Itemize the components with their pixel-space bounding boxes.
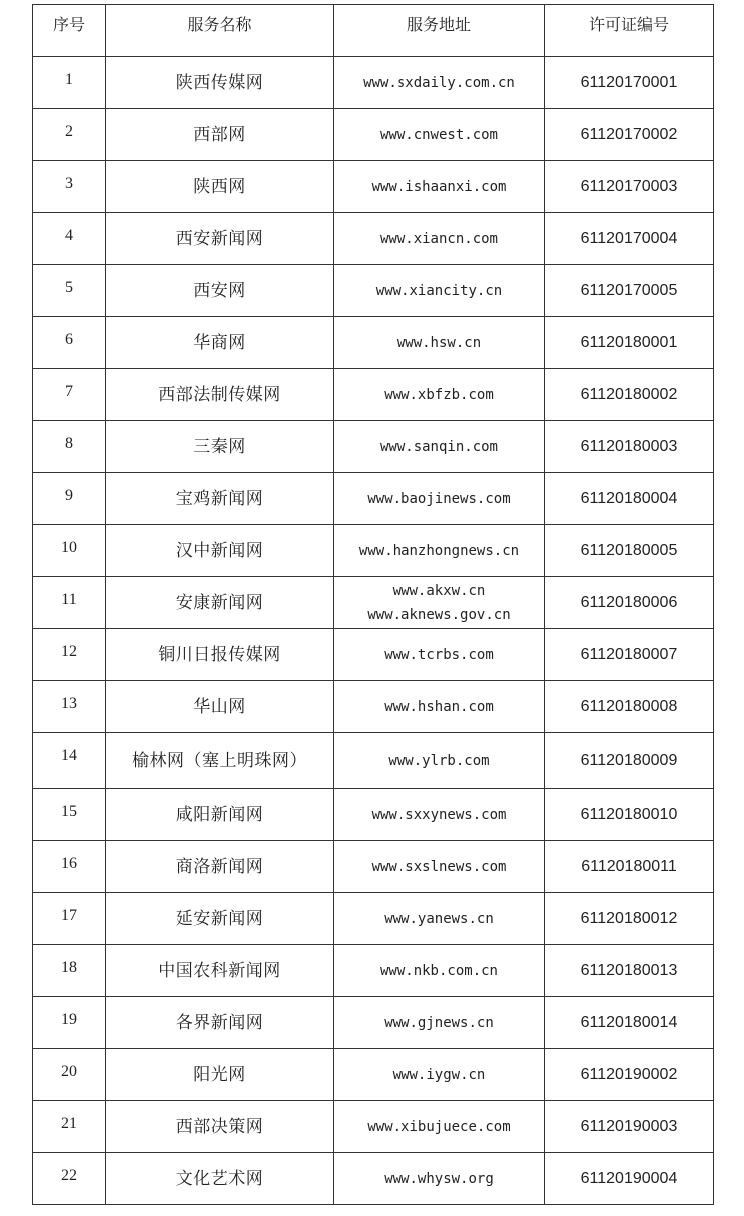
table-row [33,681,714,733]
table-row [33,945,714,997]
table-row [33,893,714,945]
service-url-text: www.xibujuece.com [367,1118,511,1135]
cell-service-url [334,789,545,841]
service-url-text: www.nkb.com.cn [379,962,498,979]
cell-service-url [334,265,545,317]
service-url-text: www.gjnews.cn [384,1014,494,1031]
table-row [33,421,714,473]
table-row [33,265,714,317]
service-url-text: www.sxxynews.com [371,806,507,823]
cell-seq: 18 [33,945,106,997]
cell-seq: 16 [33,841,106,893]
cell-service-url [334,317,545,369]
cell-service-url [334,733,545,789]
service-url-text: www.hshan.com [384,698,494,715]
cell-service-url [334,1101,545,1153]
cell-license-number: 61120180010 [545,789,714,841]
table-row [33,57,714,109]
table-row [33,841,714,893]
table-row [33,369,714,421]
table-header [33,5,714,57]
cell-seq: 8 [33,421,106,473]
cell-service-name: 榆林网（塞上明珠网） [106,733,334,789]
cell-service-name: 西安新闻网 [106,213,334,265]
cell-service-name: 西部决策网 [106,1101,334,1153]
service-url-text: www.xiancity.cn [375,282,503,299]
cell-service-name: 西部网 [106,109,334,161]
table-row [33,317,714,369]
cell-service-name: 延安新闻网 [106,893,334,945]
header-license-number: 许可证编号 [545,5,714,57]
service-url-text: www.tcrbs.com [384,646,494,663]
cell-license-number: 61120180014 [545,997,714,1049]
cell-license-number: 61120170003 [545,161,714,213]
cell-license-number: 61120170005 [545,265,714,317]
cell-service-name: 各界新闻网 [106,997,334,1049]
header-seq: 序号 [33,5,106,57]
table-row [33,109,714,161]
cell-service-name: 陕西传媒网 [106,57,334,109]
cell-service-name: 咸阳新闻网 [106,789,334,841]
license-registry-table [32,4,714,1205]
cell-seq: 10 [33,525,106,577]
service-url-text: www.baojinews.com [367,490,511,507]
table-row [33,473,714,525]
cell-license-number: 61120180009 [545,733,714,789]
cell-license-number: 61120180006 [545,577,714,629]
cell-service-url [334,1049,545,1101]
cell-license-number: 61120180008 [545,681,714,733]
service-url-text: www.ylrb.com [388,752,490,769]
cell-seq: 6 [33,317,106,369]
cell-service-name: 文化艺术网 [106,1153,334,1205]
service-url-text: www.sanqin.com [379,438,498,455]
cell-service-name: 西部法制传媒网 [106,369,334,421]
cell-service-name: 西安网 [106,265,334,317]
cell-service-url [334,945,545,997]
cell-seq: 15 [33,789,106,841]
cell-seq: 17 [33,893,106,945]
cell-license-number: 61120170004 [545,213,714,265]
cell-license-number: 61120180011 [545,841,714,893]
cell-service-url [334,421,545,473]
table-row [33,789,714,841]
cell-service-url [334,681,545,733]
cell-service-url [334,841,545,893]
cell-service-name: 三秦网 [106,421,334,473]
cell-service-name: 华商网 [106,317,334,369]
service-url-text: www.whysw.org [384,1170,494,1187]
service-url-text: www.cnwest.com [379,126,498,143]
table-row [33,1049,714,1101]
cell-service-url [334,577,545,629]
cell-service-name: 商洛新闻网 [106,841,334,893]
table-row [33,161,714,213]
service-url-text: www.aknews.gov.cn [367,606,511,623]
cell-seq: 7 [33,369,106,421]
cell-seq: 12 [33,629,106,681]
cell-service-url [334,893,545,945]
cell-license-number: 61120180012 [545,893,714,945]
cell-seq: 4 [33,213,106,265]
cell-service-url [334,473,545,525]
cell-license-number: 61120170002 [545,109,714,161]
cell-service-name: 铜川日报传媒网 [106,629,334,681]
cell-seq: 20 [33,1049,106,1101]
cell-license-number: 61120180003 [545,421,714,473]
cell-seq: 13 [33,681,106,733]
service-url-text: www.xbfzb.com [384,386,494,403]
cell-seq: 3 [33,161,106,213]
table-row [33,1101,714,1153]
cell-service-url [334,997,545,1049]
service-url-text: www.ishaanxi.com [371,178,507,195]
cell-seq: 11 [33,577,106,629]
service-url-text: www.iygw.cn [392,1066,486,1083]
cell-service-url [334,213,545,265]
cell-seq: 9 [33,473,106,525]
cell-seq: 2 [33,109,106,161]
cell-seq: 21 [33,1101,106,1153]
header-row [33,5,714,57]
cell-license-number: 61120180004 [545,473,714,525]
table-row [33,213,714,265]
cell-license-number: 61120190004 [545,1153,714,1205]
table-row [33,577,714,629]
service-url-text: www.sxslnews.com [371,858,507,875]
cell-seq: 19 [33,997,106,1049]
cell-service-name: 中国农科新闻网 [106,945,334,997]
cell-seq: 5 [33,265,106,317]
cell-service-url [334,1153,545,1205]
cell-service-url [334,57,545,109]
cell-service-name: 陕西网 [106,161,334,213]
service-url-text: www.sxdaily.com.cn [363,74,515,91]
cell-service-name: 安康新闻网 [106,577,334,629]
table-row [33,733,714,789]
cell-license-number: 61120190002 [545,1049,714,1101]
service-url-text: www.hsw.cn [396,334,482,351]
cell-license-number: 61120180005 [545,525,714,577]
cell-service-name: 宝鸡新闻网 [106,473,334,525]
cell-license-number: 61120180002 [545,369,714,421]
cell-license-number: 61120190003 [545,1101,714,1153]
cell-service-url [334,629,545,681]
cell-service-url [334,369,545,421]
cell-service-url [334,109,545,161]
table-row [33,1153,714,1205]
cell-license-number: 61120180013 [545,945,714,997]
service-url-text: www.yanews.cn [384,910,494,927]
table-row [33,525,714,577]
cell-seq: 1 [33,57,106,109]
service-url-text: www.hanzhongnews.cn [358,542,520,559]
cell-license-number: 61120180001 [545,317,714,369]
table-row [33,629,714,681]
cell-service-name: 华山网 [106,681,334,733]
cell-service-url [334,161,545,213]
cell-service-name: 汉中新闻网 [106,525,334,577]
cell-service-name: 阳光网 [106,1049,334,1101]
cell-service-url [334,525,545,577]
header-service-url: 服务地址 [334,5,545,57]
service-url-text: www.akxw.cn [392,582,486,599]
header-service-name: 服务名称 [106,5,334,57]
table-body [33,57,714,1205]
cell-seq: 22 [33,1153,106,1205]
cell-seq: 14 [33,733,106,789]
service-url-text: www.xiancn.com [379,230,498,247]
cell-license-number: 61120170001 [545,57,714,109]
table-row [33,997,714,1049]
cell-license-number: 61120180007 [545,629,714,681]
